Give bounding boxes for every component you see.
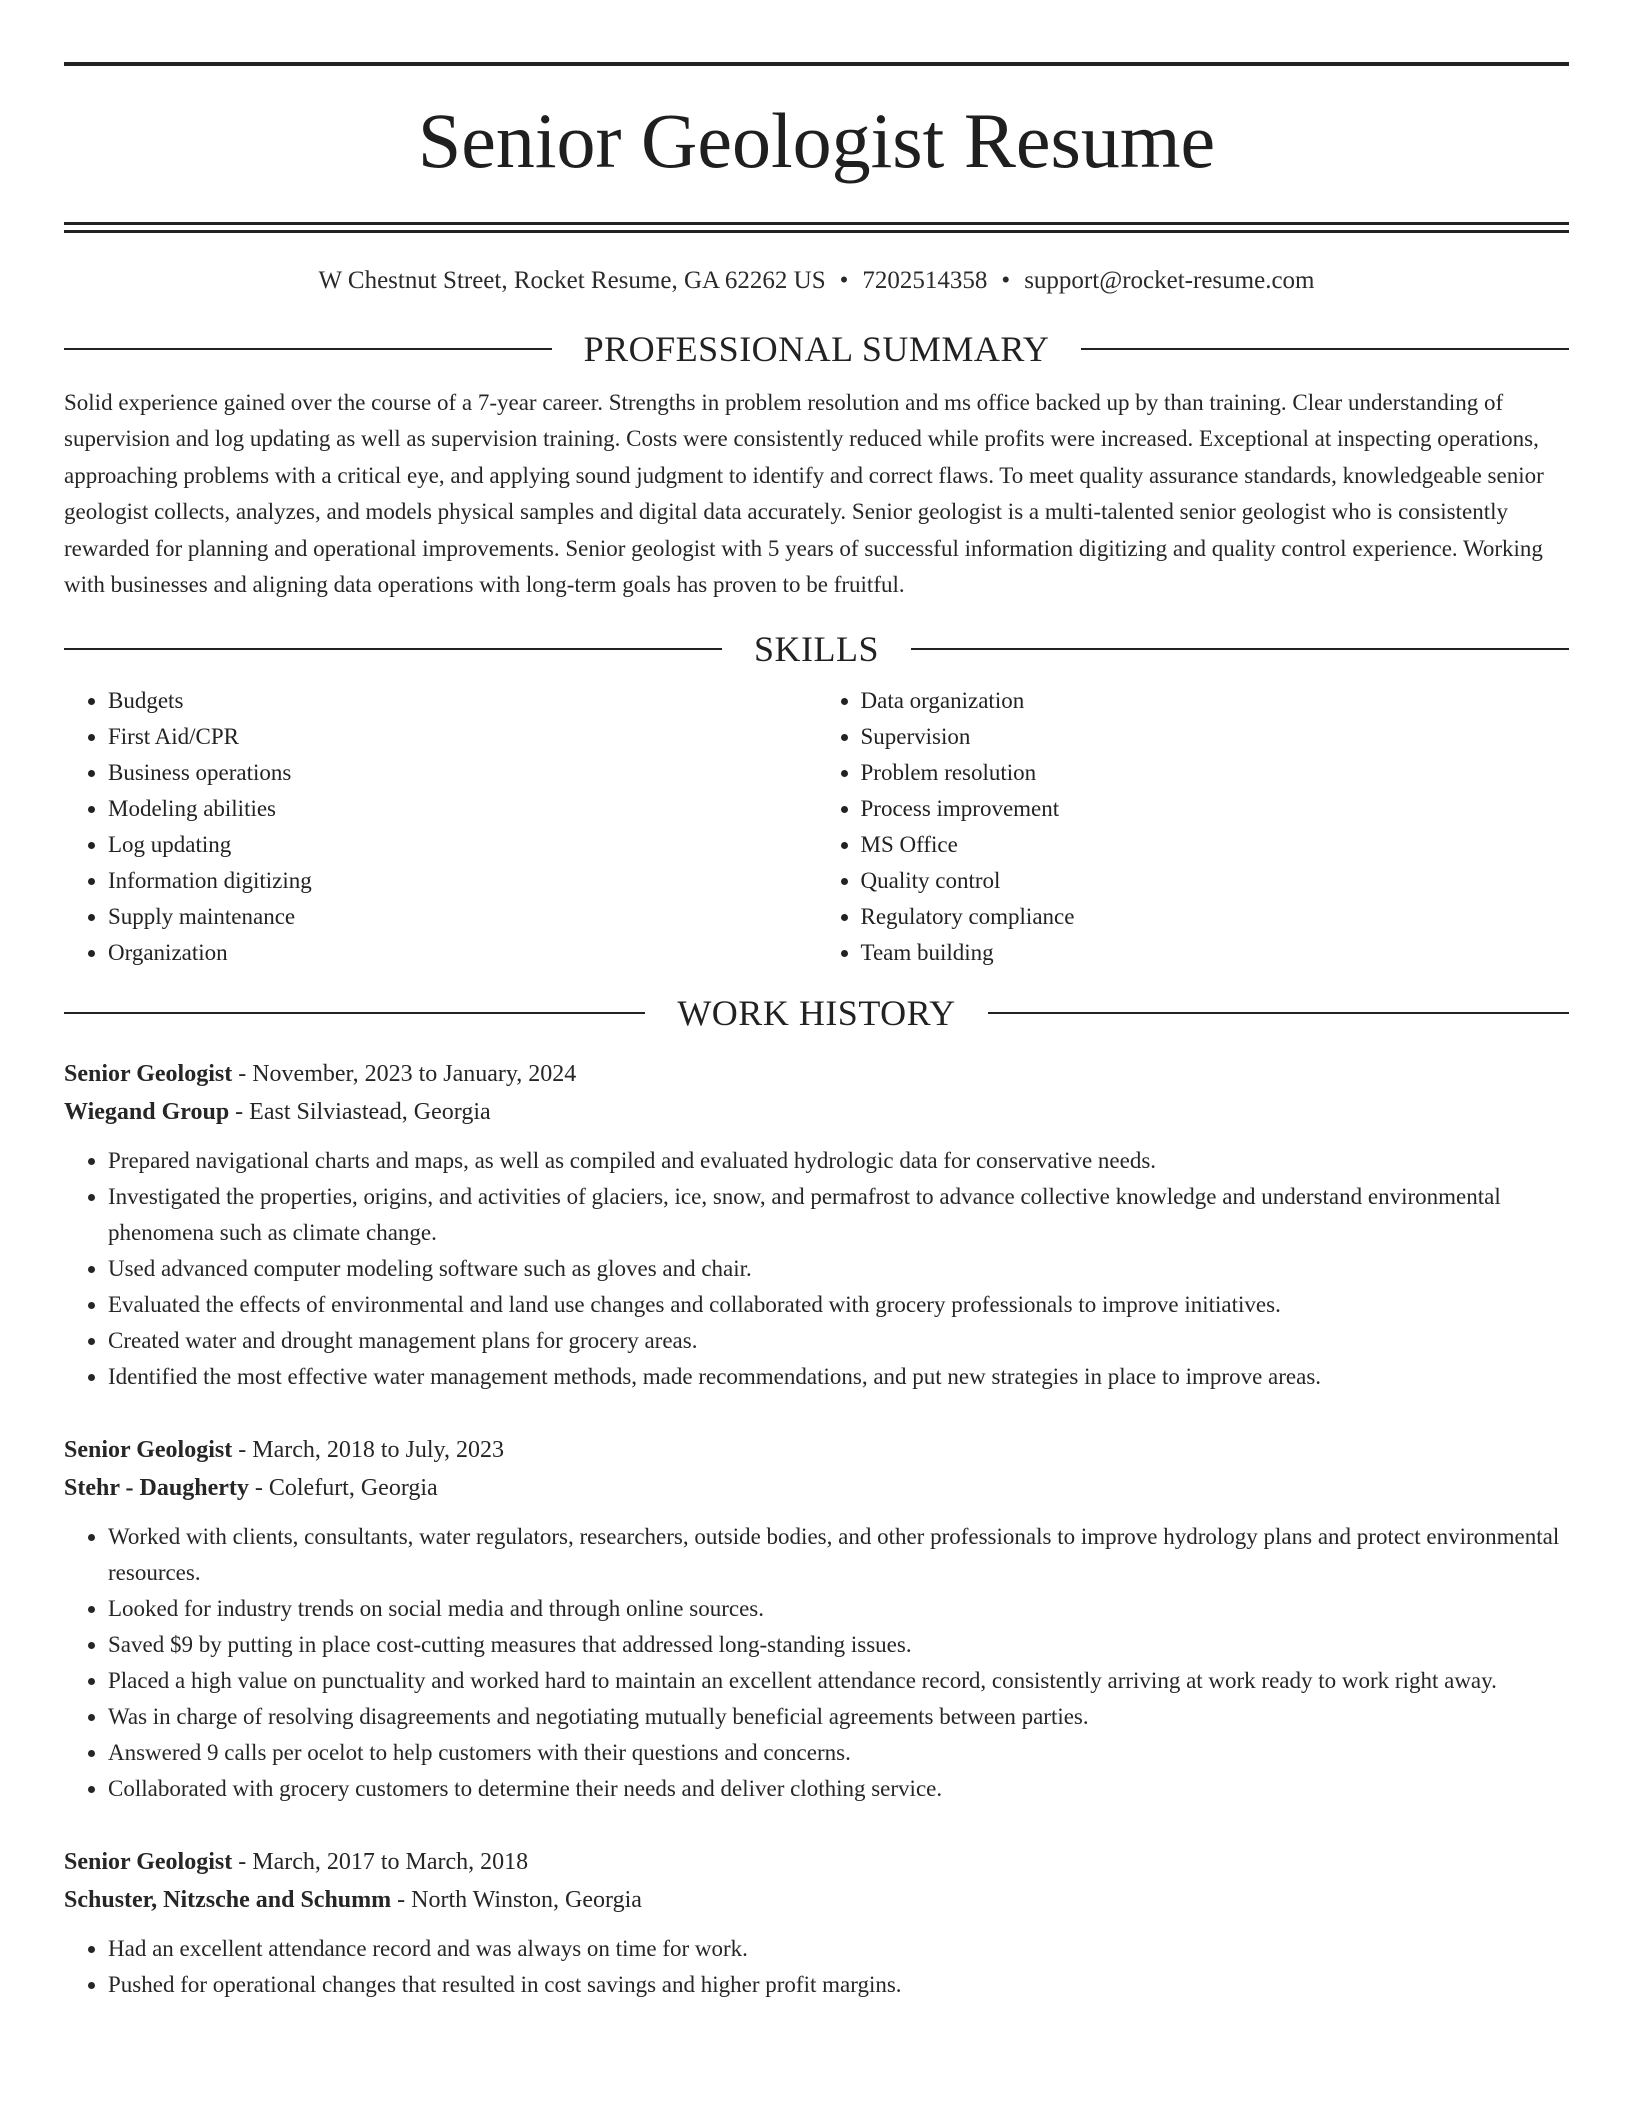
skills-list-right: [817, 683, 1570, 971]
job-bullet: • Identified the most effective water management methods, made recommendations, and put new strategies in place to improve areas.: [108, 1359, 1569, 1395]
job-bullet: • Had an excellent attendance record and was always on time for work.: [108, 1931, 1569, 1967]
job-bullet: • Prepared navigational charts and maps, as well as compiled and evaluated hydrologic data for conservative needs.: [108, 1143, 1569, 1179]
contact-separator: •: [1001, 267, 1011, 294]
job-location: - East Silviastead, Georgia: [229, 1099, 491, 1126]
job-company-line: [64, 1469, 1569, 1507]
summary-heading: [64, 331, 1569, 367]
heading-rule: [64, 348, 552, 350]
job-entry: [64, 1431, 1569, 1807]
job-dates: - March, 2017 to March, 2018: [232, 1849, 529, 1876]
skill-item: • Information digitizing: [108, 863, 817, 899]
job-entry: [64, 1843, 1569, 2003]
contact-line: [64, 268, 1569, 293]
job-company-line: [64, 1881, 1569, 1919]
heading-rule: [64, 648, 722, 650]
contact-address: W Chestnut Street, Rocket Resume, GA 62262 US: [318, 267, 826, 294]
job-company-line: [64, 1093, 1569, 1131]
job-bullet: • Collaborated with grocery customers to determine their needs and deliver clothing service.: [108, 1771, 1569, 1807]
job-title-line: [64, 1055, 1569, 1093]
page-title: Senior Geologist Resume: [417, 97, 1216, 184]
skills-columns: [64, 683, 1569, 971]
job-bullet: • Was in charge of resolving disagreements and negotiating mutually beneficial agreements between parties.: [108, 1699, 1569, 1735]
job-title-line: [64, 1843, 1569, 1881]
skill-item: • Budgets: [108, 683, 817, 719]
contact-separator: •: [839, 267, 849, 294]
skills-heading-label: SKILLS: [754, 629, 880, 670]
heading-rule: [988, 1012, 1569, 1014]
job-bullet: • Evaluated the effects of environmental and land use changes and collaborated with grocery professionals to improve initiatives.: [108, 1287, 1569, 1323]
skill-item: • Regulatory compliance: [861, 899, 1570, 935]
job-bullets: [64, 1931, 1569, 2003]
skill-item: • Problem resolution: [861, 755, 1570, 791]
top-rule: [64, 62, 1569, 66]
job-bullets: [64, 1519, 1569, 1807]
job-entry: [64, 1055, 1569, 1395]
summary-heading-label: PROFESSIONAL SUMMARY: [583, 329, 1050, 369]
contact-phone: 7202514358: [862, 267, 988, 294]
job-company: Schuster, Nitzsche and Schumm: [64, 1887, 392, 1914]
skill-item: • Modeling abilities: [108, 791, 817, 827]
skill-item: • First Aid/CPR: [108, 719, 817, 755]
job-bullet: • Used advanced computer modeling software such as gloves and chair.: [108, 1251, 1569, 1287]
skill-item: • Data organization: [861, 683, 1570, 719]
work-history-list: [64, 1055, 1569, 2003]
skill-item: • Supply maintenance: [108, 899, 817, 935]
contact-email: support@rocket-resume.com: [1024, 267, 1315, 294]
job-bullet: • Saved $9 by putting in place cost-cutting measures that addressed long-standing issues.: [108, 1627, 1569, 1663]
job-bullet: • Investigated the properties, origins, and activities of glaciers, ice, snow, and permafrost to advance collective knowledge and understand environmental phenomena such as climate change.: [108, 1179, 1569, 1251]
skill-item: • Team building: [861, 935, 1570, 971]
job-bullet: • Answered 9 calls per ocelot to help customers with their questions and concerns.: [108, 1735, 1569, 1771]
title-double-rule: [64, 222, 1569, 233]
job-dates: - November, 2023 to January, 2024: [232, 1061, 577, 1088]
summary-text: Solid experience gained over the course of a 7-year career. Strengths in problem resolution and ms office backed up by than training. Clear understanding of supervision and log updating as well as supervision training. Costs were consistently reduced while profits were increased. Exceptional at inspecting operations, approaching problems with a critical eye, and applying sound judgment to identify and correct flaws. To meet quality assurance standards, knowledgeable senior geologist collects, analyzes, and models physical samples and digital data accurately. Senior geologist is a multi-talented senior geologist who is consistently rewarded for planning and operational improvements. Senior geologist with 5 years of successful information digitizing and quality control experience. Working with businesses and aligning data operations with long-term goals has proven to be fruitful.: [64, 390, 1544, 598]
skills-heading: [64, 629, 1569, 670]
skill-item: • Supervision: [861, 719, 1570, 755]
job-bullet: • Worked with clients, consultants, water regulators, researchers, outside bodies, and other professionals to improve hydrology plans and protect environmental resources.: [108, 1519, 1569, 1591]
skill-item: • MS Office: [861, 827, 1570, 863]
skill-item: • Organization: [108, 935, 817, 971]
work-heading: [64, 993, 1569, 1034]
heading-rule: [64, 1012, 645, 1014]
heading-rule: [911, 648, 1569, 650]
skill-item: • Business operations: [108, 755, 817, 791]
heading-rule: [1081, 348, 1569, 350]
resume-content: [64, 62, 1569, 2003]
job-bullet: • Placed a high value on punctuality and worked hard to maintain an excellent attendance record, consistently arriving at work ready to work right away.: [108, 1663, 1569, 1699]
job-company: Wiegand Group: [64, 1099, 230, 1126]
job-title-line: [64, 1431, 1569, 1469]
job-bullet: • Pushed for operational changes that resulted in cost savings and higher profit margins.: [108, 1967, 1569, 2003]
skill-item: • Log updating: [108, 827, 817, 863]
job-bullet: • Looked for industry trends on social media and through online sources.: [108, 1591, 1569, 1627]
job-location: - North Winston, Georgia: [391, 1887, 642, 1914]
job-title: Senior Geologist: [64, 1849, 233, 1876]
job-dates: - March, 2018 to July, 2023: [232, 1437, 504, 1464]
job-location: - Colefurt, Georgia: [248, 1475, 438, 1502]
job-title: Senior Geologist: [64, 1437, 233, 1464]
job-title: Senior Geologist: [64, 1061, 233, 1088]
skill-item: • Process improvement: [861, 791, 1570, 827]
job-bullet: • Created water and drought management plans for grocery areas.: [108, 1323, 1569, 1359]
job-company: Stehr - Daugherty: [64, 1475, 249, 1502]
work-heading-label: WORK HISTORY: [677, 993, 956, 1034]
skill-item: • Quality control: [861, 863, 1570, 899]
skills-list-left: [64, 683, 817, 971]
job-bullets: [64, 1143, 1569, 1395]
